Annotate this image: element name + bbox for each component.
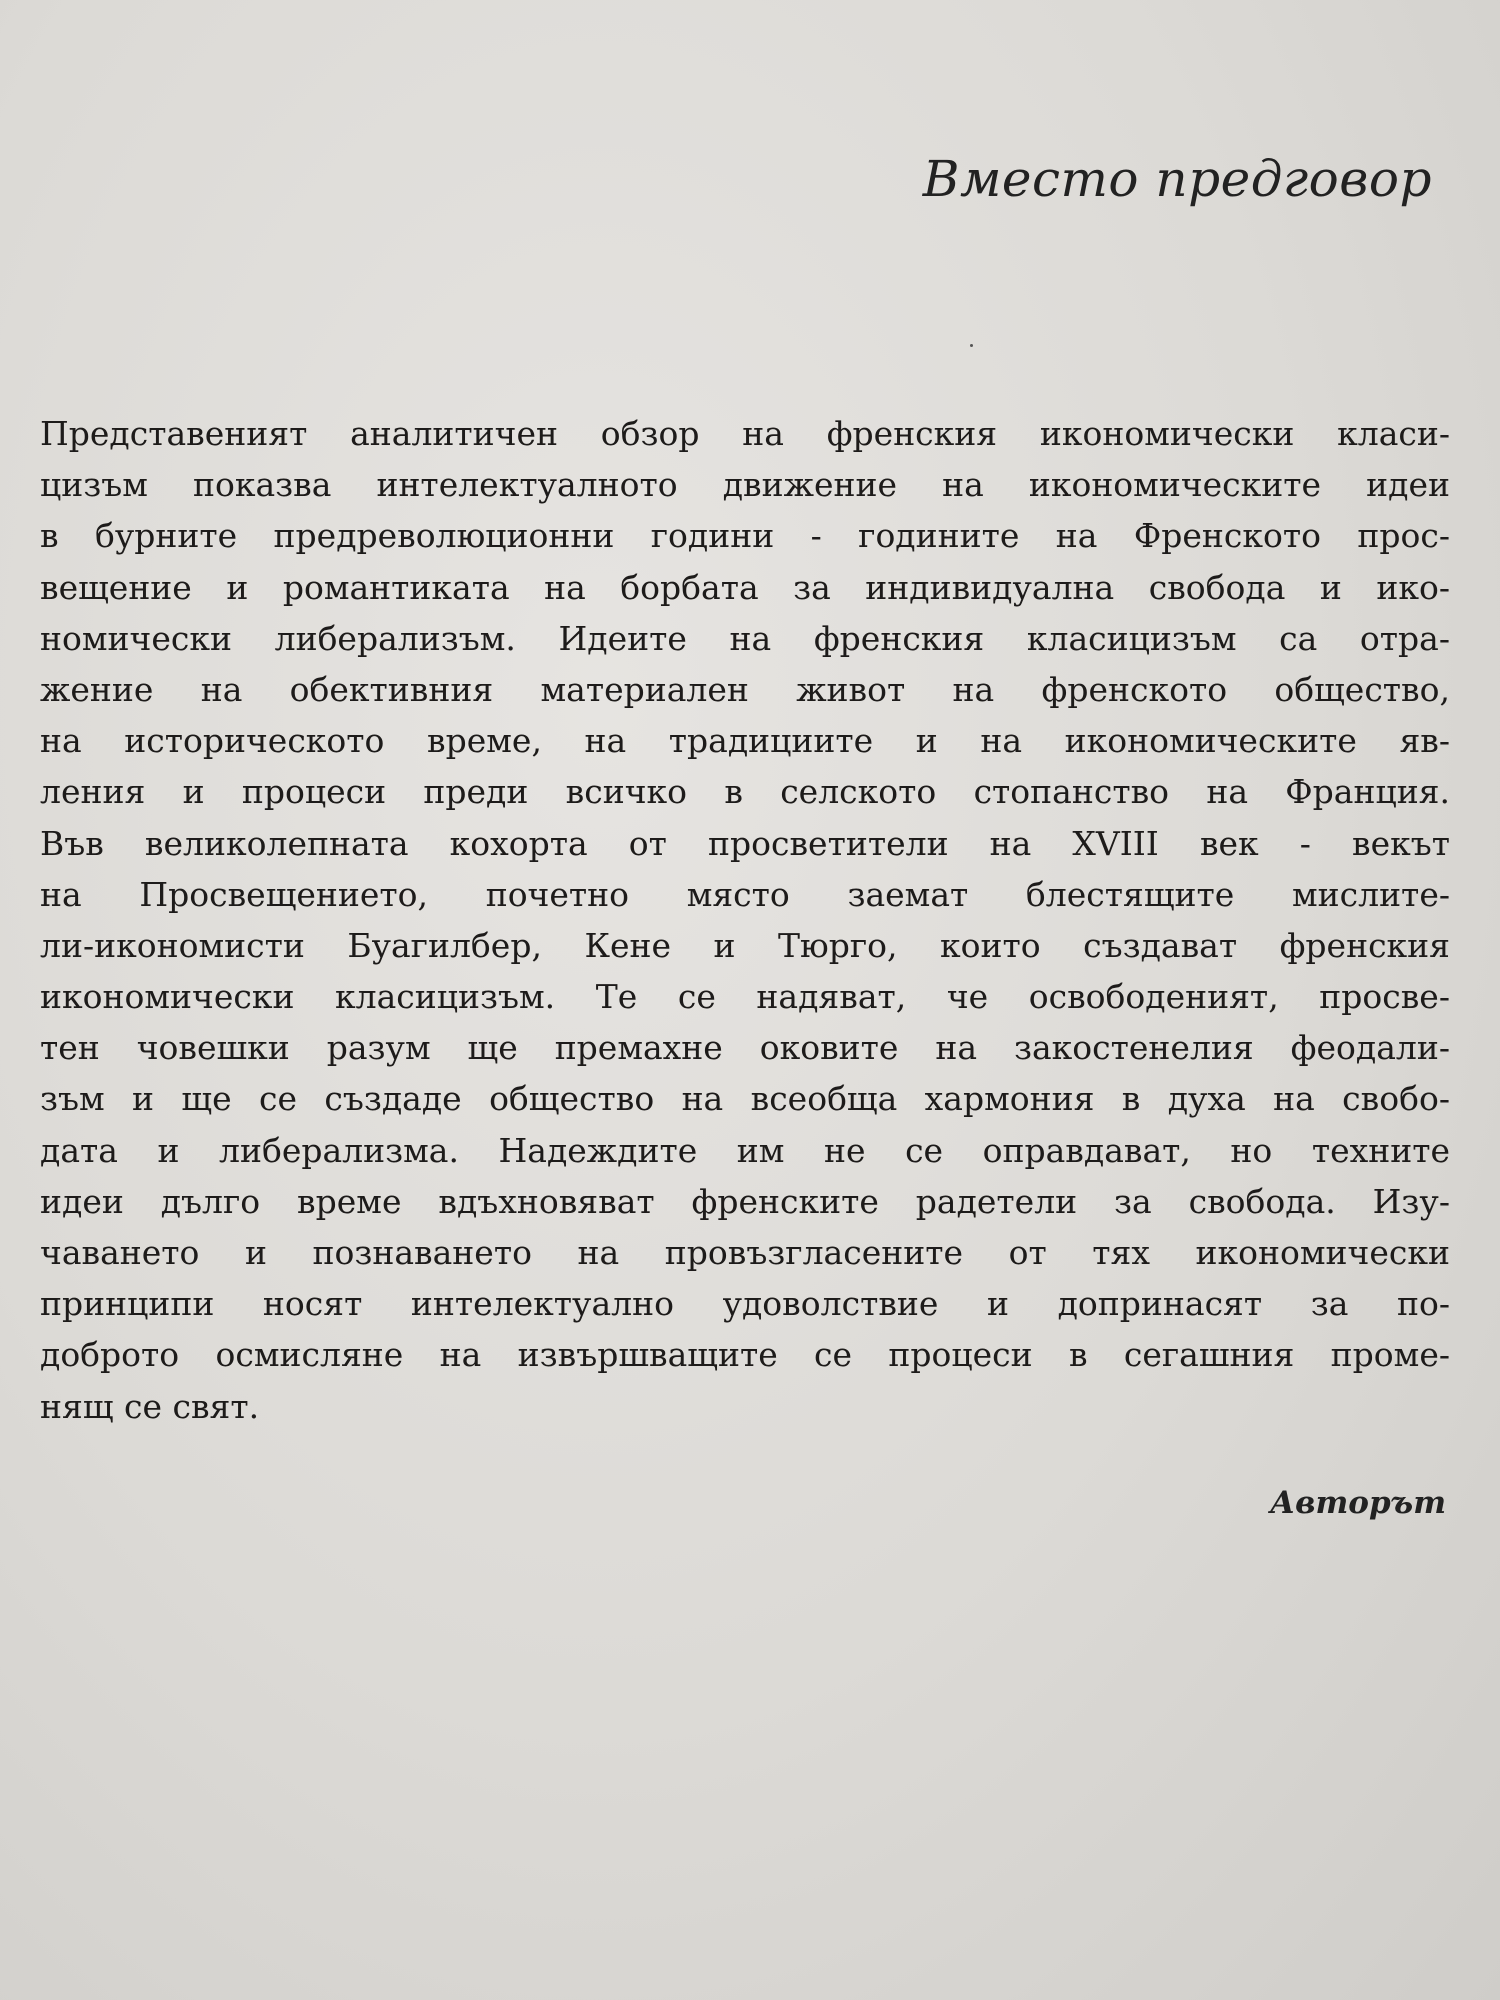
text-line: икономически класицизъм. Те се надяват, че освободеният, просве- [40,977,1450,1017]
author-signature: Авторът [1269,1485,1446,1521]
body-paragraph [40,408,1450,1432]
text-line: цизъм показва интелектуалното движение на икономическите идеи [40,465,1450,505]
text-line: идеи дълго време вдъхновяват френските радетели за свобода. Изу- [40,1181,1450,1221]
text-line: Във великолепната кохорта от просветители на XVIII век - векът [40,823,1450,863]
text-line: нящ се свят. [40,1386,260,1426]
text-line: вещение и романтиката на борбата за индивидуална свобода и ико- [40,567,1450,607]
text-line: номически либерализъм. Идеите на френския класицизъм са отра- [40,618,1450,658]
text-line: принципи носят интелектуално удоволствие и допринасят за по- [40,1284,1450,1324]
text-line: жение на обективния материален живот на френското общество, [40,669,1450,709]
text-line: на историческото време, на традициите и на икономическите яв- [40,721,1450,761]
page-title: Вместо предговор [922,150,1432,208]
text-line: чаването и познаването на провъзгласените от тях икономически [40,1233,1450,1272]
text-line: зъм и ще се създаде общество на всеобща хармония в духа на свобо- [40,1079,1450,1119]
text-line: ли-икономисти Буагилбер, Кене и Тюрго, които създават френския [40,925,1450,965]
text-line: доброто осмисляне на извършващите се процеси в сегашния проме- [40,1335,1450,1375]
paper-speck [970,344,973,347]
text-line: тен човешки разум ще премахне оковите на закостенелия феодали- [40,1028,1450,1068]
text-line: Представеният аналитичен обзор на френския икономически класи- [40,414,1450,453]
text-line: дата и либерализма. Надеждите им не се оправдават, но техните [40,1130,1450,1170]
text-line: в бурните предреволюционни години - годините на Френското прос- [40,516,1450,556]
text-line: на Просвещението, почетно място заемат блестящите мислите- [40,874,1450,914]
text-line: ления и процеси преди всичко в селското стопанство на Франция. [40,772,1450,812]
